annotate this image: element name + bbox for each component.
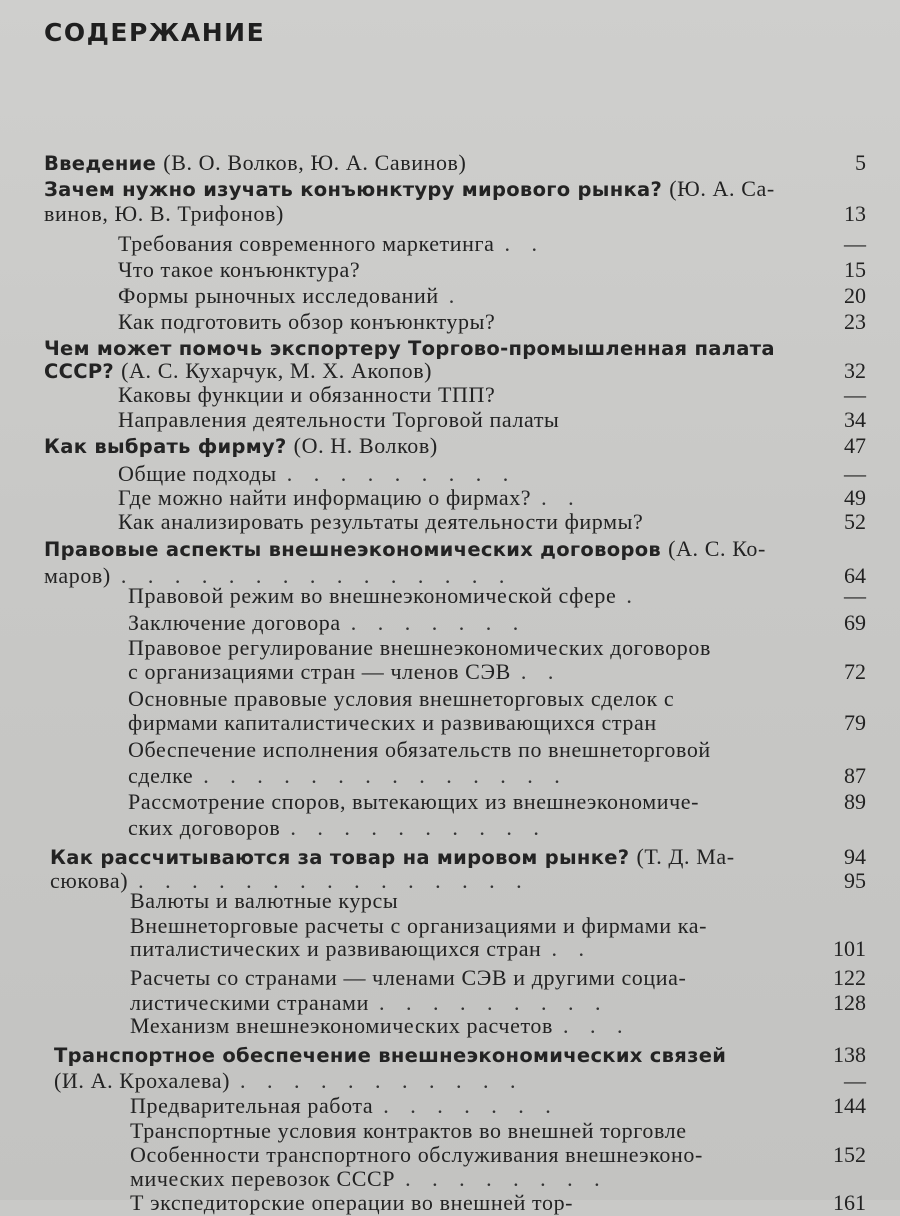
toc-entry-text: (А. С. Ко- — [668, 536, 766, 561]
toc-entry-text: Внешнеторговые расчеты с организациями и фирмами ка- — [130, 913, 707, 938]
page-number: 79 — [844, 710, 866, 735]
leader-dots: . . . . . . . — [383, 1093, 559, 1118]
toc-entry-text: с организациями стран — членов СЭВ — [128, 659, 511, 684]
toc-entry-text: (О. Н. Волков) — [293, 433, 438, 458]
toc-entry-text: Где можно найти информацию о фирмах? — [118, 485, 532, 510]
page-number: — — [844, 1068, 866, 1093]
toc-entry — [54, 1068, 790, 1094]
leader-dots: . . — [551, 936, 592, 961]
toc-entry-text: листическими странами — [130, 990, 369, 1015]
toc-entry-text: Особенности транспортного обслуживания внешнеэконо- — [130, 1142, 703, 1167]
page-number: — — [844, 583, 866, 608]
toc-entry — [118, 283, 790, 309]
toc-entry — [128, 635, 790, 661]
page-number: 47 — [844, 433, 866, 458]
toc-entry-text: сделке — [128, 763, 194, 788]
toc-entry-text: сюкова) — [50, 868, 129, 893]
toc-entry — [118, 485, 790, 511]
toc-heading-text: Как выбрать фирму? — [44, 435, 294, 458]
toc-entry-text: маров) — [44, 563, 111, 588]
toc-entry — [44, 201, 790, 227]
leader-dots: . — [626, 583, 640, 608]
toc-heading-text: Введение — [44, 152, 164, 175]
toc-entry — [130, 1166, 790, 1192]
toc-entry — [128, 815, 790, 841]
toc-entry — [118, 231, 790, 257]
toc-entry — [128, 789, 790, 815]
page-number: — — [844, 461, 866, 486]
page-number: 95 — [844, 868, 866, 893]
toc-entry — [118, 257, 790, 283]
page-number: 23 — [844, 309, 866, 334]
toc-heading-text: Как рассчитываются за товар на мировом рынке? — [50, 846, 637, 869]
toc-entry-text: ских договоров — [128, 815, 281, 840]
toc-entry-text: питалистических и развивающихся стран — [130, 936, 542, 961]
leader-dots: . . . . . . . . — [405, 1166, 608, 1191]
leader-dots: . . . . . . . . . — [378, 990, 609, 1015]
page-number: — — [844, 382, 866, 407]
toc-heading-text: СССР? — [44, 360, 122, 383]
toc-entry — [130, 888, 790, 914]
toc-entry — [130, 1013, 790, 1039]
leader-dots: . . . . . . . . . . . . . . — [203, 763, 568, 788]
page-number: 69 — [844, 610, 866, 635]
page-number: 49 — [844, 485, 866, 510]
page-number: 32 — [844, 358, 866, 383]
page-number: 94 — [844, 844, 866, 869]
toc-entry — [44, 536, 790, 562]
toc-entry-text: Расчеты со странами — членами СЭВ и другими социа- — [130, 965, 687, 990]
page-number: 122 — [833, 965, 866, 990]
page-number: 128 — [833, 990, 866, 1015]
toc-entry — [130, 1142, 790, 1168]
toc-entry-text: (А. С. Кухарчук, М. Х. Акопов) — [121, 358, 433, 383]
page-number: 101 — [833, 936, 866, 961]
toc-entry-text: Каковы функции и обязанности ТПП? — [118, 382, 496, 407]
toc-entry — [130, 936, 790, 962]
toc-entry — [44, 176, 790, 202]
page-number: 34 — [844, 407, 866, 432]
toc-entry — [44, 358, 790, 384]
page-number: 64 — [844, 563, 866, 588]
page-title: СОДЕРЖАНИЕ — [44, 18, 266, 47]
toc-entry-text: (В. О. Волков, Ю. А. Савинов) — [163, 150, 467, 175]
toc-entry — [54, 1042, 790, 1068]
toc-entry — [128, 710, 790, 736]
toc-entry-text: Требования современного маркетинга — [118, 231, 495, 256]
toc-entry — [130, 1190, 790, 1216]
leader-dots: . . — [541, 485, 582, 510]
page-number: 152 — [833, 1142, 866, 1167]
toc-entry-text: Направления деятельности Торговой палаты — [118, 407, 560, 432]
toc-entry-text: Транспортные условия контрактов во внешней торговле — [130, 1118, 687, 1143]
page-number: 5 — [855, 150, 866, 175]
leader-dots: . . . . . . . . . . . . . . . — [120, 563, 513, 588]
toc-entry — [130, 1118, 790, 1144]
page-number: 72 — [844, 659, 866, 684]
toc-entry — [128, 610, 790, 636]
toc-entry — [130, 965, 790, 991]
toc-entry-text: (И. А. Крохалева) — [54, 1068, 231, 1093]
leader-dots: . . . . . . . . . . — [290, 815, 547, 840]
toc-entry-text: Обеспечение исполнения обязательств по внешнеторговой — [128, 737, 711, 762]
toc-entry-text: фирмами капиталистических и развивающихся стран — [128, 710, 657, 735]
toc-entry — [130, 1093, 790, 1119]
page-number: 87 — [844, 763, 866, 788]
toc-heading-text: Правовые аспекты внешнеэкономических договоров — [44, 538, 669, 561]
toc-entry-text: Что такое конъюнктура? — [118, 257, 361, 282]
toc-heading-text: Транспортное обеспечение внешнеэкономических связей — [54, 1044, 727, 1067]
toc-entry — [128, 763, 790, 789]
toc-entry-text: Т экспедиторские операции во внешней тор- — [130, 1190, 574, 1215]
toc-entry-text: Общие подходы — [118, 461, 277, 486]
toc-entry — [128, 686, 790, 712]
toc-entry-text: Правовое регулирование внешнеэкономических договоров — [128, 635, 711, 660]
toc-entry-text: Валюты и валютные курсы — [130, 888, 399, 913]
toc-entry — [128, 583, 790, 609]
toc-entry-text: (Ю. А. Са- — [669, 176, 775, 201]
toc-entry-text: Рассмотрение споров, вытекающих из внешнеэкономиче- — [128, 789, 700, 814]
toc-entry-text: Основные правовые условия внешнеторговых сделок с — [128, 686, 675, 711]
leader-dots: . — [448, 283, 463, 308]
toc-entry — [50, 844, 790, 870]
page-number: 161 — [833, 1190, 866, 1215]
page-number: 20 — [844, 283, 866, 308]
page-number: 89 — [844, 789, 866, 814]
leader-dots: . . . — [562, 1013, 631, 1038]
toc-entry-text: Формы рыночных исследований — [118, 283, 439, 308]
leader-dots: . . — [520, 659, 562, 684]
leader-dots: . . . . . . . . . — [286, 461, 517, 486]
page-number: — — [844, 231, 866, 256]
toc-entry-text: (Т. Д. Ма- — [636, 844, 735, 869]
toc-entry — [118, 382, 790, 408]
toc-entry-text: винов, Ю. В. Трифонов) — [44, 201, 284, 226]
toc-entry — [118, 461, 790, 487]
toc-heading-text: Чем может помочь экспортеру Торгово-промышленная палата — [44, 337, 775, 360]
toc-entry — [118, 407, 790, 433]
toc-entry — [128, 659, 790, 685]
toc-entry-text: мических перевозок СССР — [130, 1166, 396, 1191]
toc-entry-text: Предварительная работа — [130, 1093, 374, 1118]
toc-entry — [44, 433, 790, 459]
toc-entry — [44, 150, 790, 176]
leader-dots: . . . . . . . . . . . — [240, 1068, 524, 1093]
toc-entry — [128, 737, 790, 763]
page-number: 15 — [844, 257, 866, 282]
toc-heading-text: Зачем нужно изучать конъюнктуру мирового рынка? — [44, 178, 670, 201]
page-number: 13 — [844, 201, 866, 226]
leader-dots: . . . . . . . . . . . . . . . — [138, 868, 530, 893]
page-number: 138 — [833, 1042, 866, 1067]
toc-entry — [118, 309, 790, 335]
toc-entry-text: Как подготовить обзор конъюнктуры? — [118, 309, 496, 334]
page-number: 52 — [844, 509, 866, 534]
toc-entry-text: Механизм внешнеэкономических расчетов — [130, 1013, 553, 1038]
toc-entry-text: Как анализировать результаты деятельности фирмы? — [118, 509, 644, 534]
toc-entry — [118, 509, 790, 535]
leader-dots: . . — [504, 231, 546, 256]
toc-entry-text: Правовой режим во внешнеэкономической сфере — [128, 583, 617, 608]
toc-entry-text: Заключение договора — [128, 610, 341, 635]
leader-dots: . . . . . . . — [350, 610, 527, 635]
page-number: 144 — [833, 1093, 866, 1118]
